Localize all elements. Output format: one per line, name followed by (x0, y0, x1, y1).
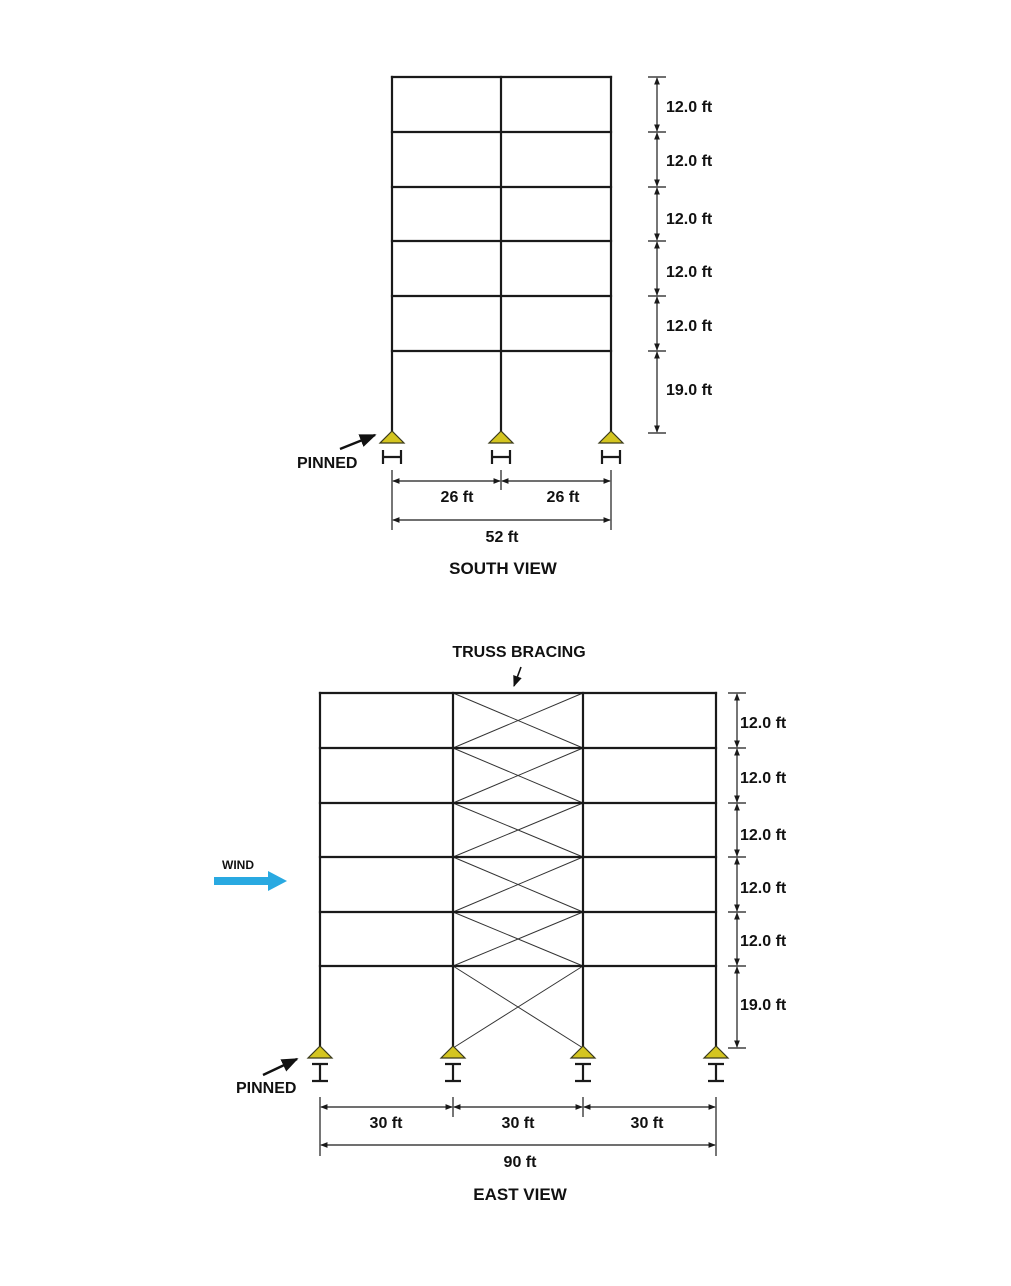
story-height-label: 12.0 ft (666, 99, 713, 116)
story-height-label: 12.0 ft (740, 715, 787, 732)
truss-bracing-leader-arrow-icon (514, 667, 521, 686)
story-height-label: 12.0 ft (740, 827, 787, 844)
story-height-label: 12.0 ft (666, 318, 713, 335)
south-view-title: SOUTH VIEW (449, 559, 557, 578)
south-width-dimensions (392, 470, 611, 546)
pinned-support-icon (704, 1046, 728, 1081)
bay-width-label: 26 ft (440, 489, 474, 506)
pinned-support-icon (571, 1046, 595, 1081)
east-truss-bracing (453, 693, 583, 1048)
pinned-label: PINNED (297, 455, 358, 472)
pinned-leader-arrow-icon (263, 1059, 297, 1075)
story-height-label: 12.0 ft (666, 153, 713, 170)
east-width-dimensions (320, 1097, 716, 1171)
bay-width-label: 30 ft (501, 1115, 535, 1132)
south-view (297, 77, 713, 578)
wind-indicator (214, 858, 287, 891)
east-height-dimensions (728, 693, 787, 1048)
bay-width-label: 30 ft (630, 1115, 664, 1132)
story-height-label: 12.0 ft (740, 770, 787, 787)
story-height-label: 19.0 ft (740, 997, 787, 1014)
bay-width-label: 26 ft (546, 489, 580, 506)
pinned-support-icon (599, 431, 623, 464)
total-width-label: 52 ft (485, 529, 519, 546)
south-supports (380, 431, 623, 464)
east-view-title: EAST VIEW (473, 1185, 567, 1204)
story-height-label: 12.0 ft (666, 264, 713, 281)
pinned-label: PINNED (236, 1080, 297, 1097)
total-width-label: 90 ft (503, 1154, 537, 1171)
story-height-label: 12.0 ft (666, 211, 713, 228)
wind-arrow-icon (214, 871, 287, 891)
story-height-label: 12.0 ft (740, 880, 787, 897)
pinned-leader-arrow-icon (340, 435, 375, 449)
east-frame (320, 693, 716, 1048)
wind-label: WIND (222, 858, 254, 872)
pinned-support-icon (380, 431, 404, 464)
pinned-support-icon (441, 1046, 465, 1081)
south-height-dimensions (648, 77, 713, 433)
south-frame (392, 77, 611, 433)
pinned-support-icon (308, 1046, 332, 1081)
east-supports (308, 1046, 728, 1081)
pinned-support-icon (489, 431, 513, 464)
story-height-label: 19.0 ft (666, 382, 713, 399)
east-view (214, 644, 787, 1204)
south-pinned-callout (297, 435, 375, 472)
east-pinned-callout (236, 1059, 297, 1097)
truss-bracing-label: TRUSS BRACING (452, 644, 586, 661)
bay-width-label: 30 ft (369, 1115, 403, 1132)
story-height-label: 12.0 ft (740, 933, 787, 950)
